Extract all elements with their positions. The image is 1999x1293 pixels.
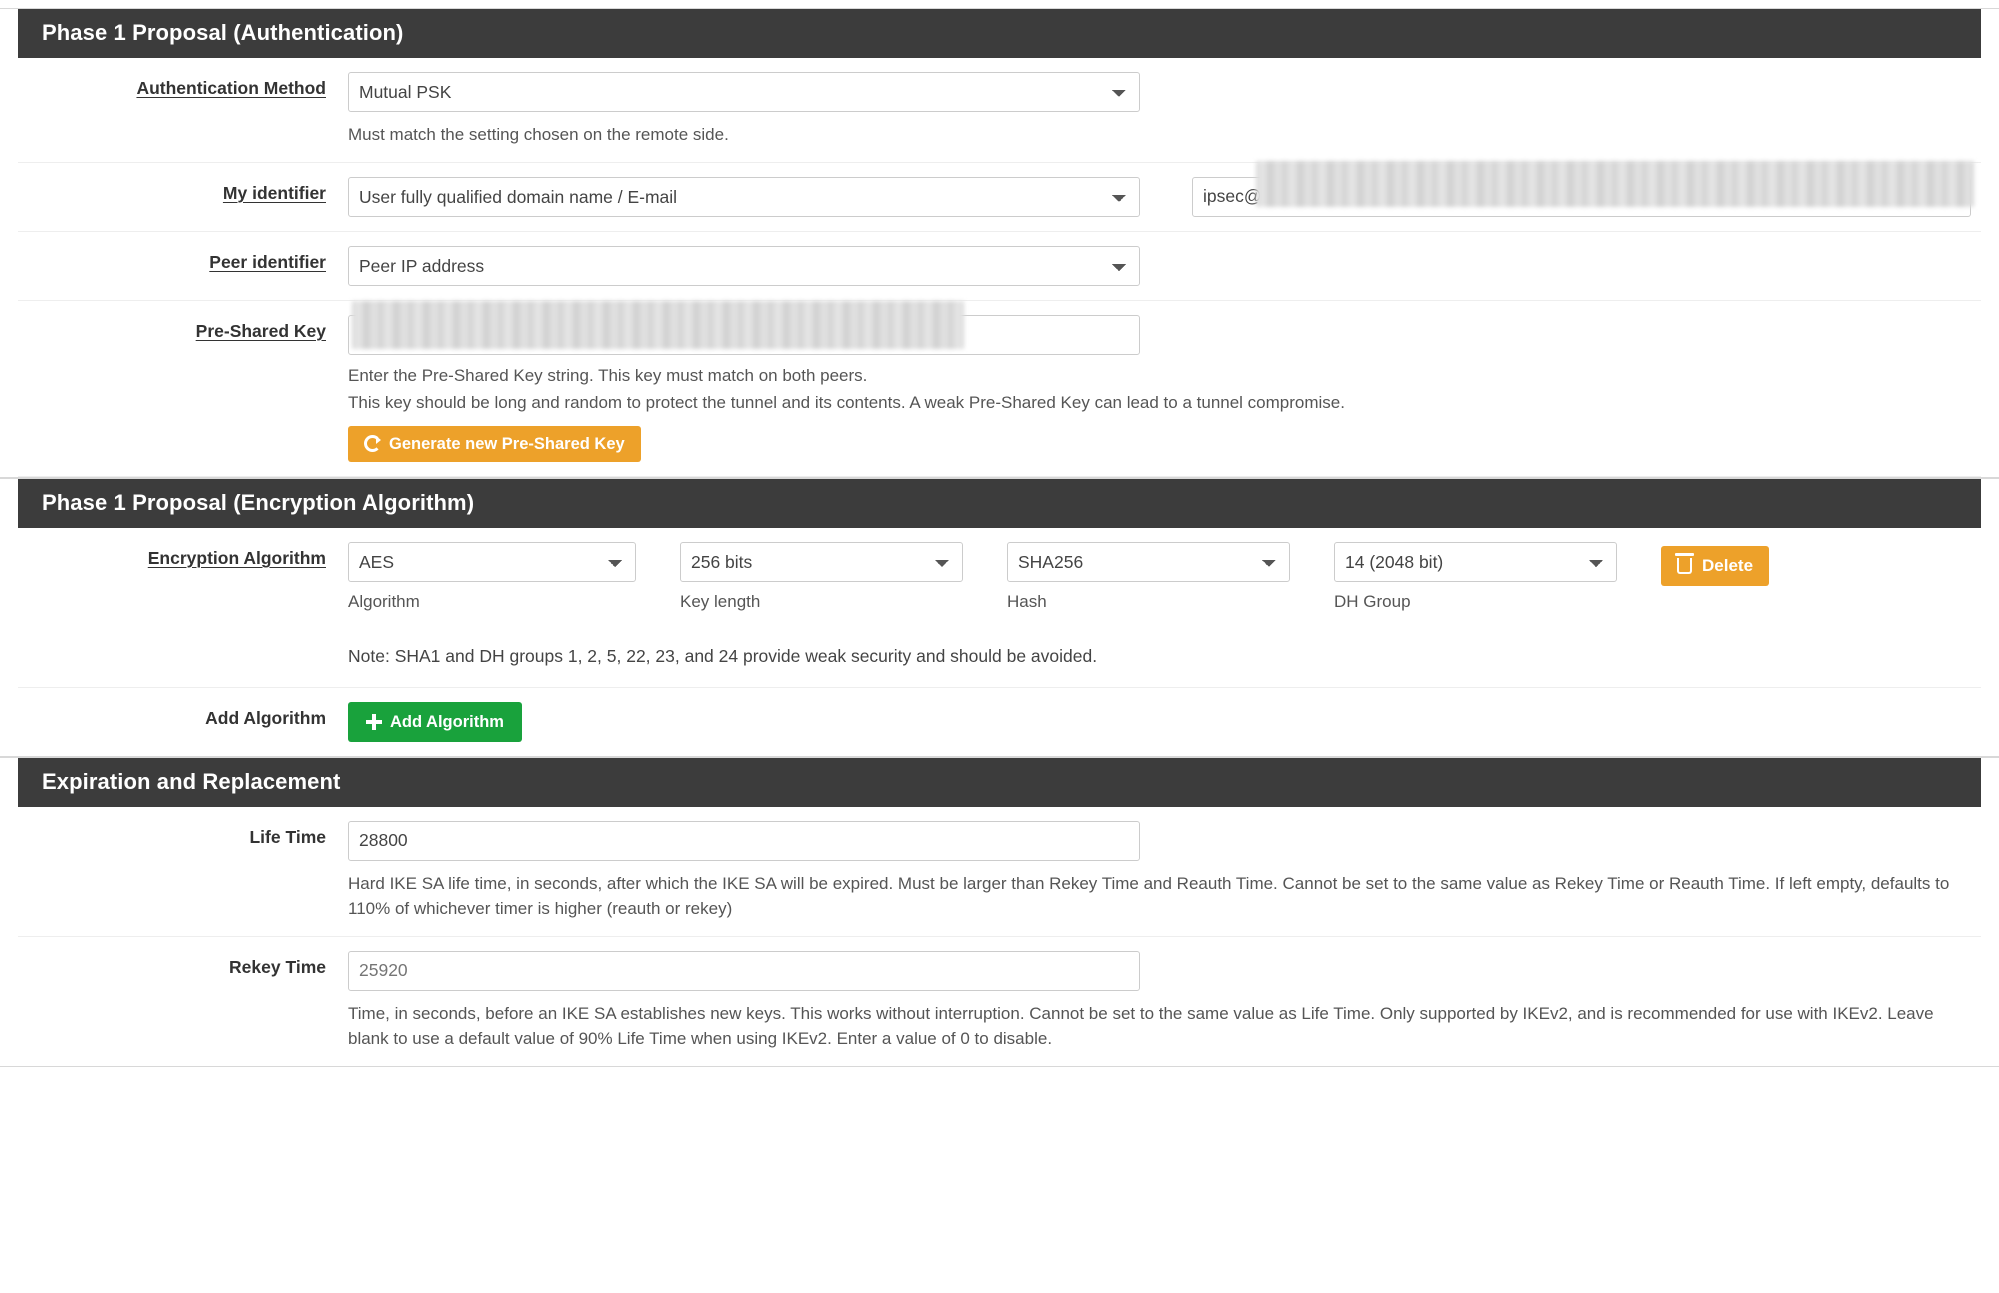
dh-group-select[interactable] bbox=[1334, 542, 1617, 582]
row-life-time bbox=[18, 807, 1981, 937]
label-encryption-algorithm: Encryption Algorithm bbox=[147, 547, 326, 568]
row-add-algorithm bbox=[18, 688, 1981, 756]
peer-identifier-type-select[interactable] bbox=[348, 246, 1140, 286]
rekey-time-help: Time, in seconds, before an IKE SA establishes new keys. This works without interruption. Cannot be set to the same value as Life Time. Only supported by IKEv2, and is recommended for use with IKEv2. Leave blank to use a default value of 90% Life Time when using IKEv2. Enter a value of 0 to disable. bbox=[348, 1003, 1934, 1049]
label-authentication-method: Authentication Method bbox=[136, 78, 326, 98]
label-life-time: Life Time bbox=[249, 826, 326, 847]
label-peer-identifier: Peer identifier bbox=[209, 251, 326, 272]
my-identifier-value-wrapper bbox=[1192, 177, 1971, 217]
panel-heading-expiration: Expiration and Replacement bbox=[18, 758, 1981, 807]
life-time-help: Hard IKE SA life time, in seconds, after which the IKE SA will be expired. Must be larger than Rekey Time and Reauth Time. Cannot be set to the same value as Rekey Time or Reauth Time. If left empty, defaults to 110% of whichever timer is higher (reauth or rekey) bbox=[348, 873, 1950, 919]
trash-icon bbox=[1677, 558, 1692, 574]
key-length-field bbox=[680, 542, 963, 612]
label-add-algorithm: Add Algorithm bbox=[205, 707, 326, 728]
panel-body-authentication bbox=[0, 58, 1999, 477]
dh-group-field bbox=[1334, 542, 1617, 612]
panel-body-encryption bbox=[0, 528, 1999, 756]
panel-phase1-authentication bbox=[0, 8, 1999, 478]
key-length-caption: Key length bbox=[680, 591, 761, 611]
pre-shared-key-help-line-2: This key should be long and random to protect the tunnel and its contents. A weak Pre-Shared Key can lead to a tunnel compromise. bbox=[348, 393, 1345, 412]
generate-new-pre-shared-key-button[interactable]: Generate new Pre-Shared Key bbox=[348, 426, 641, 462]
panel-heading-authentication: Phase 1 Proposal (Authentication) bbox=[18, 9, 1981, 58]
pre-shared-key-wrapper bbox=[348, 315, 1140, 355]
panel-heading-encryption: Phase 1 Proposal (Encryption Algorithm) bbox=[18, 479, 1981, 528]
hash-caption: Hash bbox=[1007, 591, 1047, 611]
row-rekey-time bbox=[18, 937, 1981, 1066]
refresh-icon bbox=[364, 435, 381, 452]
row-encryption-algorithm bbox=[18, 528, 1981, 626]
encryption-algorithm-row bbox=[348, 542, 1971, 612]
key-length-select[interactable] bbox=[680, 542, 963, 582]
encryption-weak-security-note: Note: SHA1 and DH groups 1, 2, 5, 22, 23, and 24 provide weak security and should be avoided. bbox=[18, 626, 1981, 688]
label-rekey-time: Rekey Time bbox=[229, 956, 326, 977]
dh-group-caption: DH Group bbox=[1334, 591, 1411, 611]
pre-shared-key-help-line-1: Enter the Pre-Shared Key string. This key must match on both peers. bbox=[348, 365, 868, 385]
delete-algorithm-button[interactable]: Delete bbox=[1661, 546, 1769, 587]
row-peer-identifier bbox=[18, 232, 1981, 301]
my-identifier-type-select[interactable] bbox=[348, 177, 1140, 217]
plus-icon bbox=[366, 714, 382, 730]
algorithm-field bbox=[348, 542, 636, 612]
panel-body-expiration bbox=[0, 807, 1999, 1066]
row-my-identifier bbox=[18, 163, 1981, 232]
delete-algorithm-field bbox=[1661, 542, 1769, 587]
life-time-input[interactable] bbox=[348, 821, 1140, 861]
hash-field bbox=[1007, 542, 1290, 612]
authentication-method-select[interactable] bbox=[348, 72, 1140, 112]
algorithm-caption: Algorithm bbox=[348, 591, 420, 611]
hash-select[interactable] bbox=[1007, 542, 1290, 582]
rekey-time-input[interactable] bbox=[348, 951, 1140, 991]
row-pre-shared-key bbox=[18, 301, 1981, 477]
label-my-identifier: My identifier bbox=[222, 182, 326, 203]
panel-expiration-replacement bbox=[0, 757, 1999, 1067]
redaction-overlay-pre-shared-key bbox=[352, 301, 964, 349]
authentication-method-help: Must match the setting chosen on the remote side. bbox=[348, 125, 729, 144]
redaction-overlay-my-identifier bbox=[1256, 161, 1974, 207]
add-algorithm-button[interactable]: Add Algorithm bbox=[348, 702, 522, 742]
panel-phase1-encryption bbox=[0, 478, 1999, 757]
algorithm-select[interactable] bbox=[348, 542, 636, 582]
row-authentication-method bbox=[18, 58, 1981, 163]
label-pre-shared-key: Pre-Shared Key bbox=[195, 320, 326, 341]
